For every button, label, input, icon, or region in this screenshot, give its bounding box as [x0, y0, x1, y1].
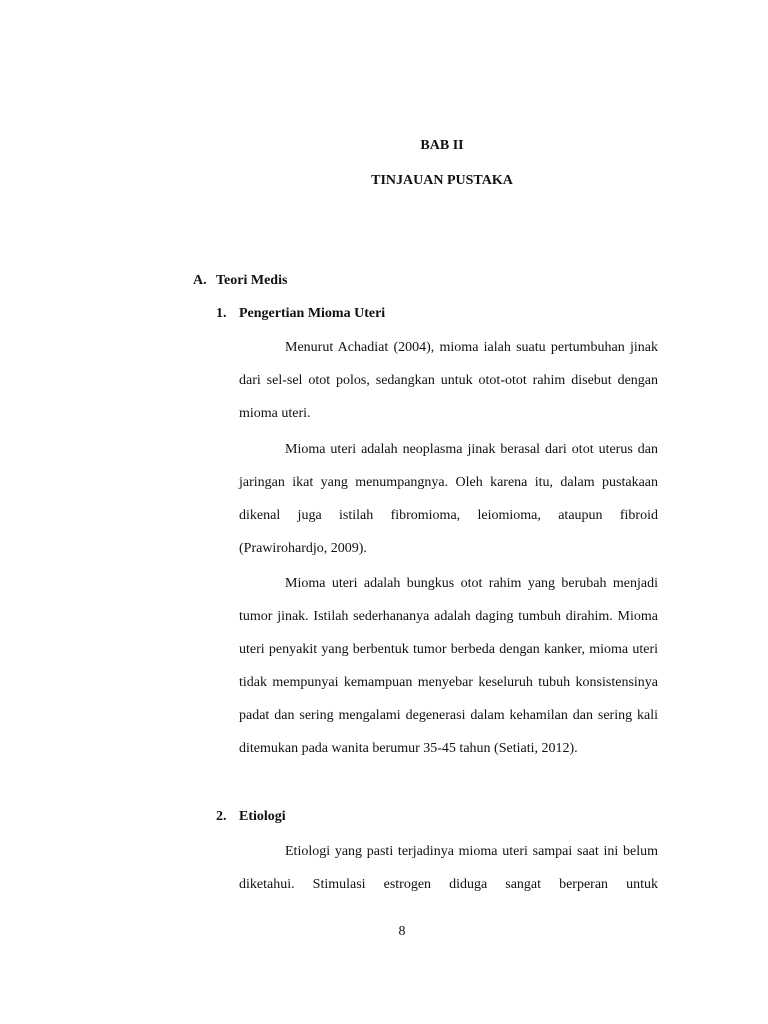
subsection-heading-pengertian [216, 306, 385, 322]
subsection-heading-etiologi [216, 809, 286, 825]
paragraph: Menurut Achadiat (2004), mioma ialah suatu pertumbuhan jinak dari sel-sel otot polos, sedangkan untuk otot-otot rahim disebut dengan mioma uteri. [239, 340, 658, 421]
paragraph: Mioma uteri adalah neoplasma jinak berasal dari otot uterus dan jaringan ikat yang menumpangnya. Oleh karena itu, dalam pustakaan dikenal juga istilah fibromioma, leiomioma, ataupun fibroid (Prawirohardjo, 2009). [239, 442, 658, 556]
subsection-marker: 1. [216, 306, 227, 321]
section-heading-teori-medis [193, 273, 287, 289]
paragraph: Etiologi yang pasti terjadinya mioma uteri sampai saat ini belum diketahui. Stimulasi estrogen diduga sangat berperan untuk [239, 844, 658, 892]
subsection-title: Pengertian Mioma Uteri [239, 306, 386, 321]
section-title: Teori Medis [216, 273, 288, 288]
section-marker: A. [193, 273, 207, 288]
chapter-number: BAB II [420, 138, 464, 153]
page-number: 8 [398, 924, 406, 939]
chapter-title: TINJAUAN PUSTAKA [371, 173, 513, 188]
subsection-marker: 2. [216, 809, 227, 824]
subsection-title: Etiologi [239, 809, 286, 824]
paragraph: Mioma uteri adalah bungkus otot rahim yang berubah menjadi tumor jinak. Istilah sederhananya adalah daging tumbuh dirahim. Mioma uteri penyakit yang berbentuk tumor berbeda dengan kanker, mioma uteri tidak mempunyai kemampuan menyebar keseluruh tubuh konsistensinya padat dan sering mengalami degenerasi dalam kehamilan dan sering kali ditemukan pada wanita berumur 35-45 tahun (Setiati, 2012). [239, 576, 658, 756]
